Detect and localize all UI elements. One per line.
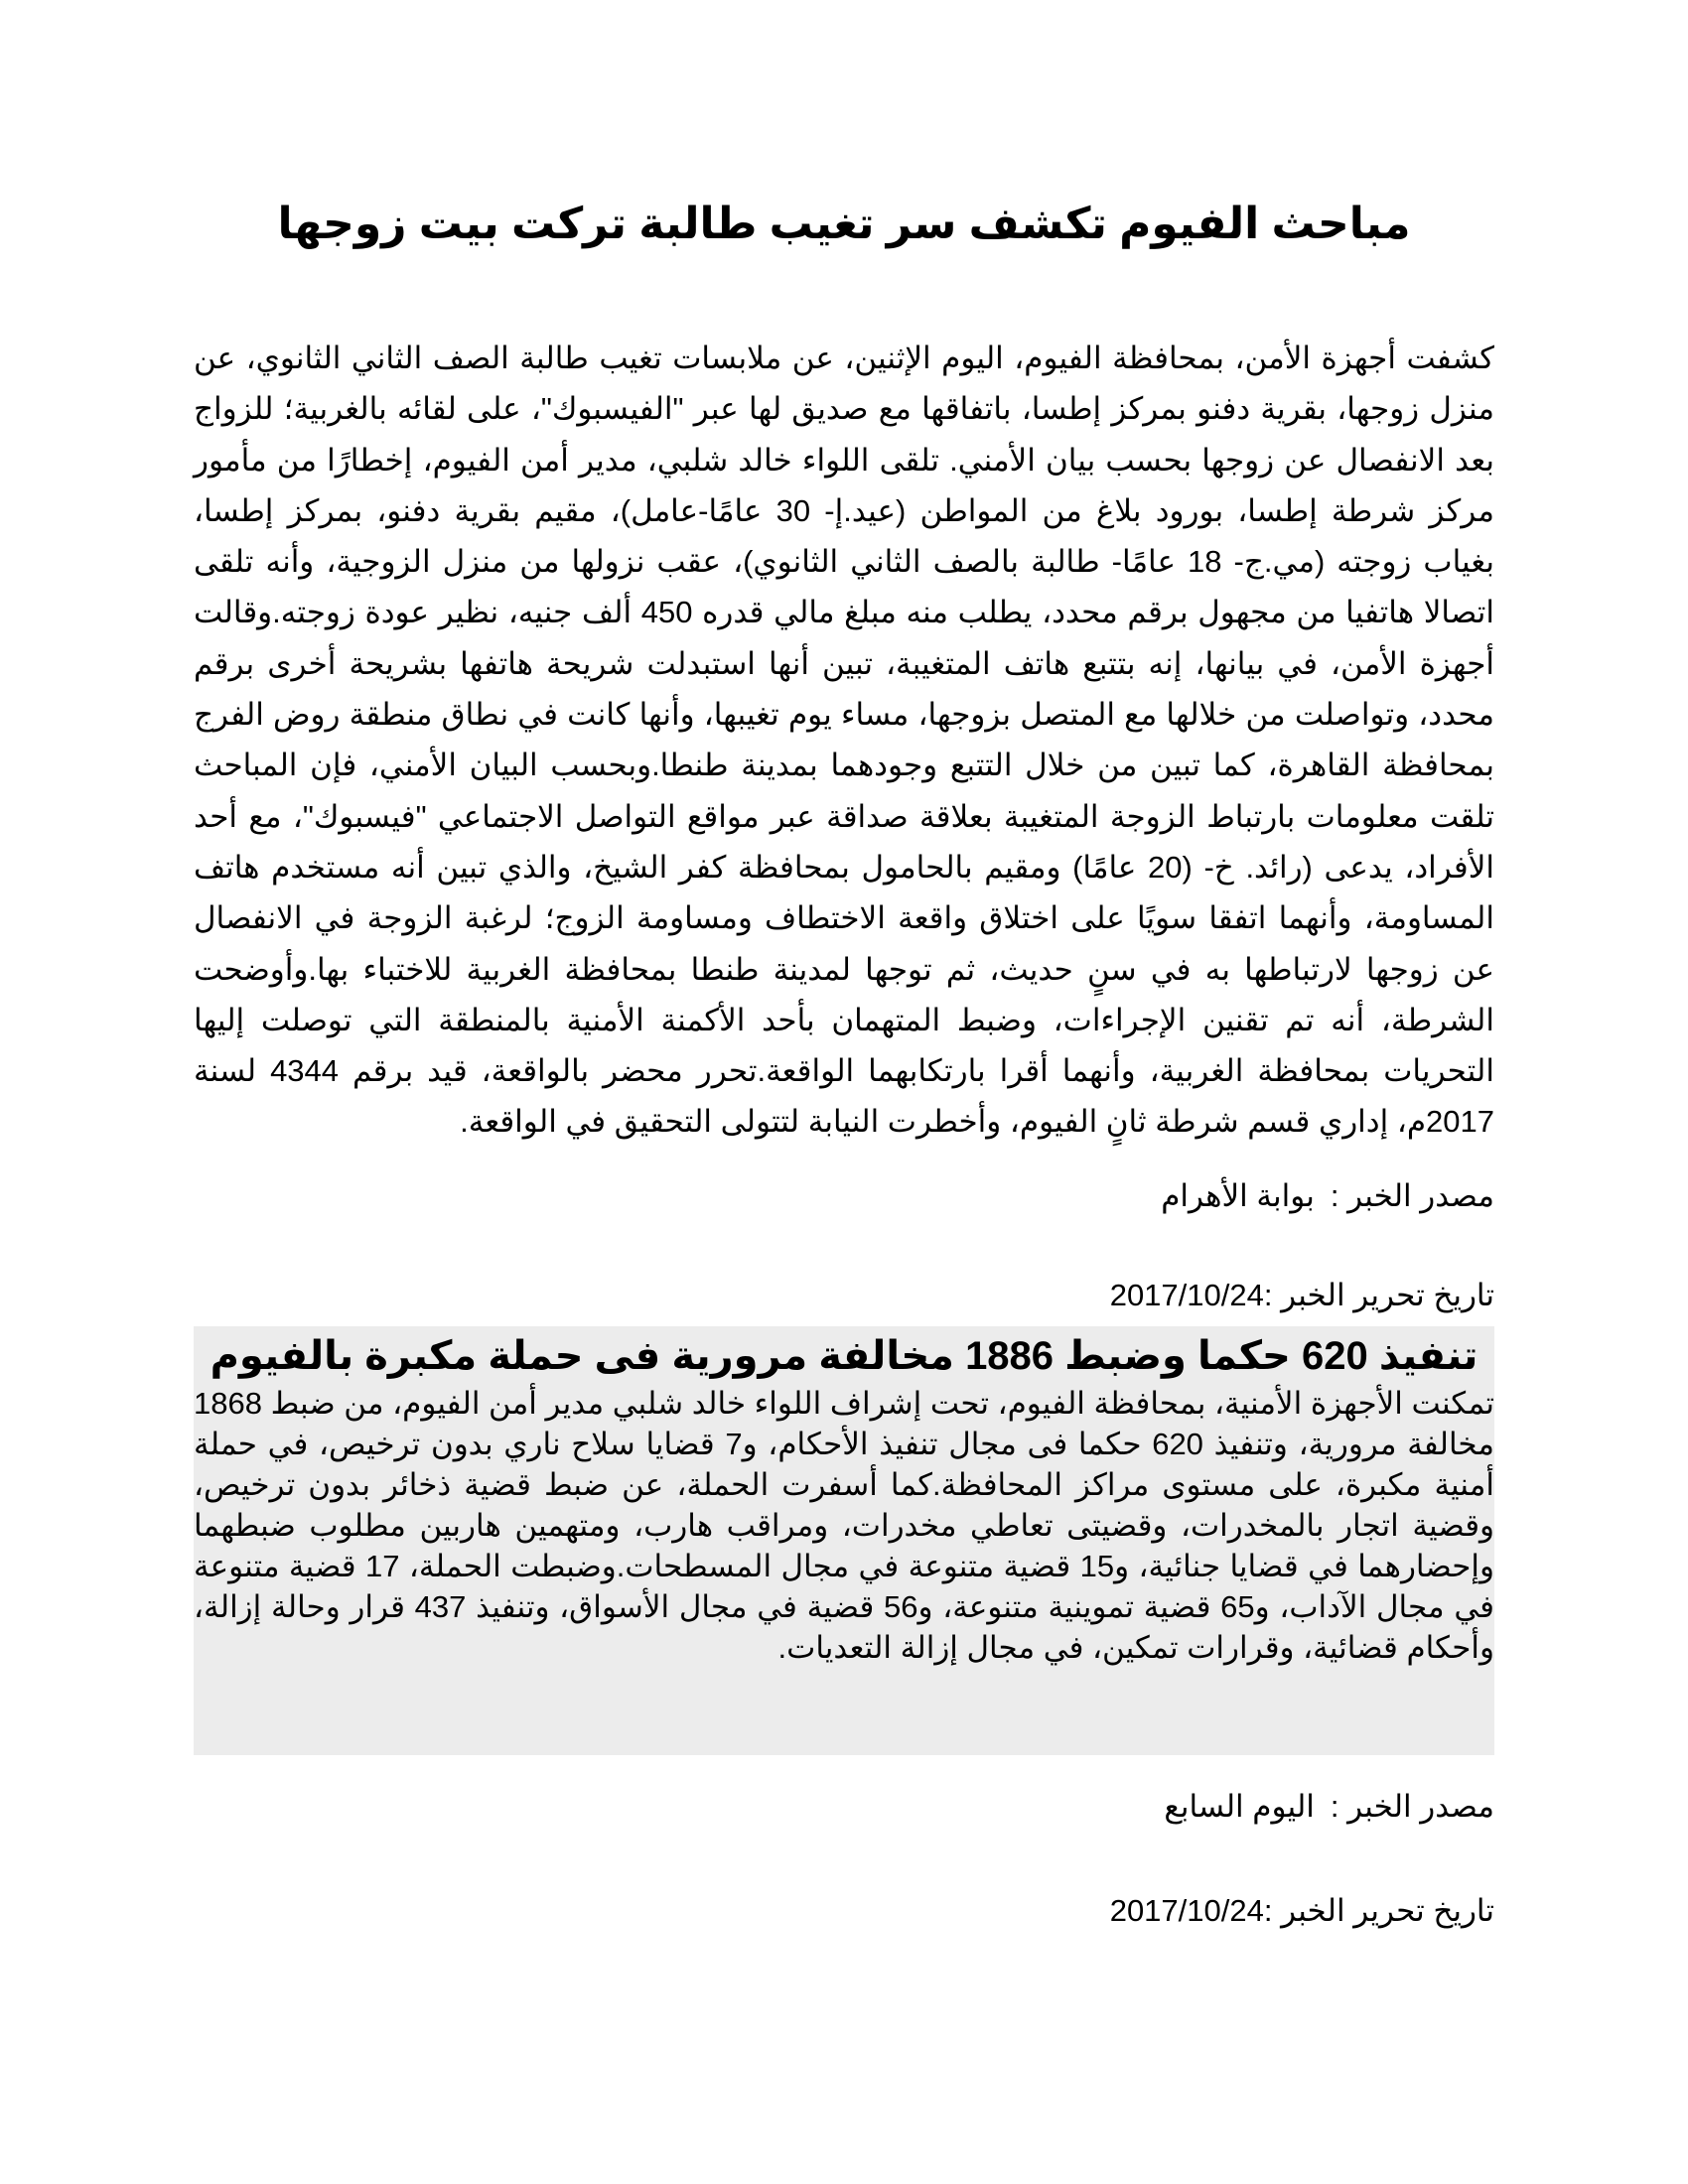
article-1-date (194, 1276, 1494, 1315)
source-value: اليوم السابع (1164, 1789, 1315, 1824)
date-label: تاريخ تحرير الخبر : (1263, 1278, 1494, 1312)
source-label: مصدر الخبر : (1330, 1789, 1494, 1824)
article-2-date (194, 1891, 1494, 1931)
source-label: مصدر الخبر : (1330, 1178, 1494, 1213)
article-1-title: مباحث الفيوم تكشف سر تغيب طالبة تركت بيت زوجها (277, 200, 1411, 248)
date-value: 2017/10/24 (1109, 1893, 1264, 1928)
source-value: بوابة الأهرام (1161, 1178, 1315, 1213)
article-2-source (194, 1787, 1494, 1827)
article-2-body: تمكنت الأجهزة الأمنية، بمحافظة الفيوم، تحت إشراف اللواء خالد شلبي مدير أمن الفيوم، من ضبط 1868 مخالفة مرورية، وتنفيذ 620 حكما فى مجال تنفيذ الأحكام، و7 قضايا سلاح ناري بدون ترخيص، في حملة أمنية مكبرة، على مستوى مراكز المحافظة.كما أسفرت الحملة، عن ضبط قضية ذخائر بدون ترخيص، وقضية اتجار بالمخدرات، وقضيتى تعاطي مخدرات، ومراقب هارب، ومتهمين هاربين مطلوب ضبطهما وإحضارهما في قضايا جنائية، و15 قضية متنوعة في مجال المسطحات.وضبطت الحملة، 17 قضية متنوعة في مجال الآداب، و65 قضية تموينية متنوعة، و56 قضية في مجال الأسواق، وتنفيذ 437 قرار وحالة إزالة، وأحكام قضائية، وقرارات تمكين، في مجال إزالة التعديات. (194, 1386, 1494, 1665)
article-1-source (194, 1176, 1494, 1216)
date-label: تاريخ تحرير الخبر : (1263, 1893, 1494, 1928)
date-value: 2017/10/24 (1109, 1278, 1264, 1312)
article-1-body: كشفت أجهزة الأمن، بمحافظة الفيوم، اليوم الإثنين، عن ملابسات تغيب طالبة الصف الثاني الثانوي، عن منزل زوجها، بقرية دفنو بمركز إطسا، باتفاقها مع صديق لها عبر "الفيسبوك"، على لقائه بالغربية؛ للزواج بعد الانفصال عن زوجها بحسب بيان الأمني. تلقى اللواء خالد شلبي، مدير أمن الفيوم، إخطارًا من مأمور مركز شرطة إطسا، بورود بلاغ من المواطن (عيد.إ- 30 عامًا-عامل)، مقيم بقرية دفنو، بمركز إطسا، بغياب زوجته (مي.ج- 18 عامًا- طالبة بالصف الثاني الثانوي)، عقب نزولها من منزل الزوجية، وأنه تلقى اتصالا هاتفيا من مجهول برقم محدد، يطلب منه مبلغ مالي قدره 450 ألف جنيه، نظير عودة زوجته.وقالت أجهزة الأمن، في بيانها، إنه بتتبع هاتف المتغيبة، تبين أنها استبدلت شريحة هاتفها بشريحة أخرى برقم محدد، وتواصلت من خلالها مع المتصل بزوجها، مساء يوم تغيبها، وأنها كانت في نطاق منطقة روض الفرج بمحافظة القاهرة، كما تبين من خلال التتبع وجودهما بمدينة طنطا.وبحسب البيان الأمني، فإن المباحث تلقت معلومات بارتباط الزوجة المتغيبة بعلاقة صداقة عبر مواقع التواصل الاجتماعي "فيسبوك"، مع أحد الأفراد، يدعى (رائد. خ- (20 عامًا) ومقيم بالحامول بمحافظة كفر الشيخ، والذي تبين أنه مستخدم هاتف المساومة، وأنهما اتفقا سويًا على اختلاق واقعة الاختطاف ومساومة الزوج؛ لرغبة الزوجة في الانفصال عن زوجها لارتباطها به في سنٍ حديث، ثم توجها لمدينة طنطا بمحافظة الغربية للاختباء بها.وأوضحت الشرطة، أنه تم تقنين الإجراءات، وضبط المتهمان بأحد الأكمنة الأمنية بالمنطقة التي توصلت إليها التحريات بمحافظة الغربية، وأنهما أقرا بارتكابهما الواقعة.تحرر محضر بالواقعة، قيد برقم 4344 لسنة 2017م، إداري قسم شرطة ثانٍ الفيوم، وأخطرت النيابة لتتولى التحقيق في الواقعة. (194, 341, 1495, 1140)
article-2-title: تنفيذ 620 حكما وضبط 1886 مخالفة مرورية فى حملة مكبرة بالفيوم (210, 1334, 1478, 1378)
